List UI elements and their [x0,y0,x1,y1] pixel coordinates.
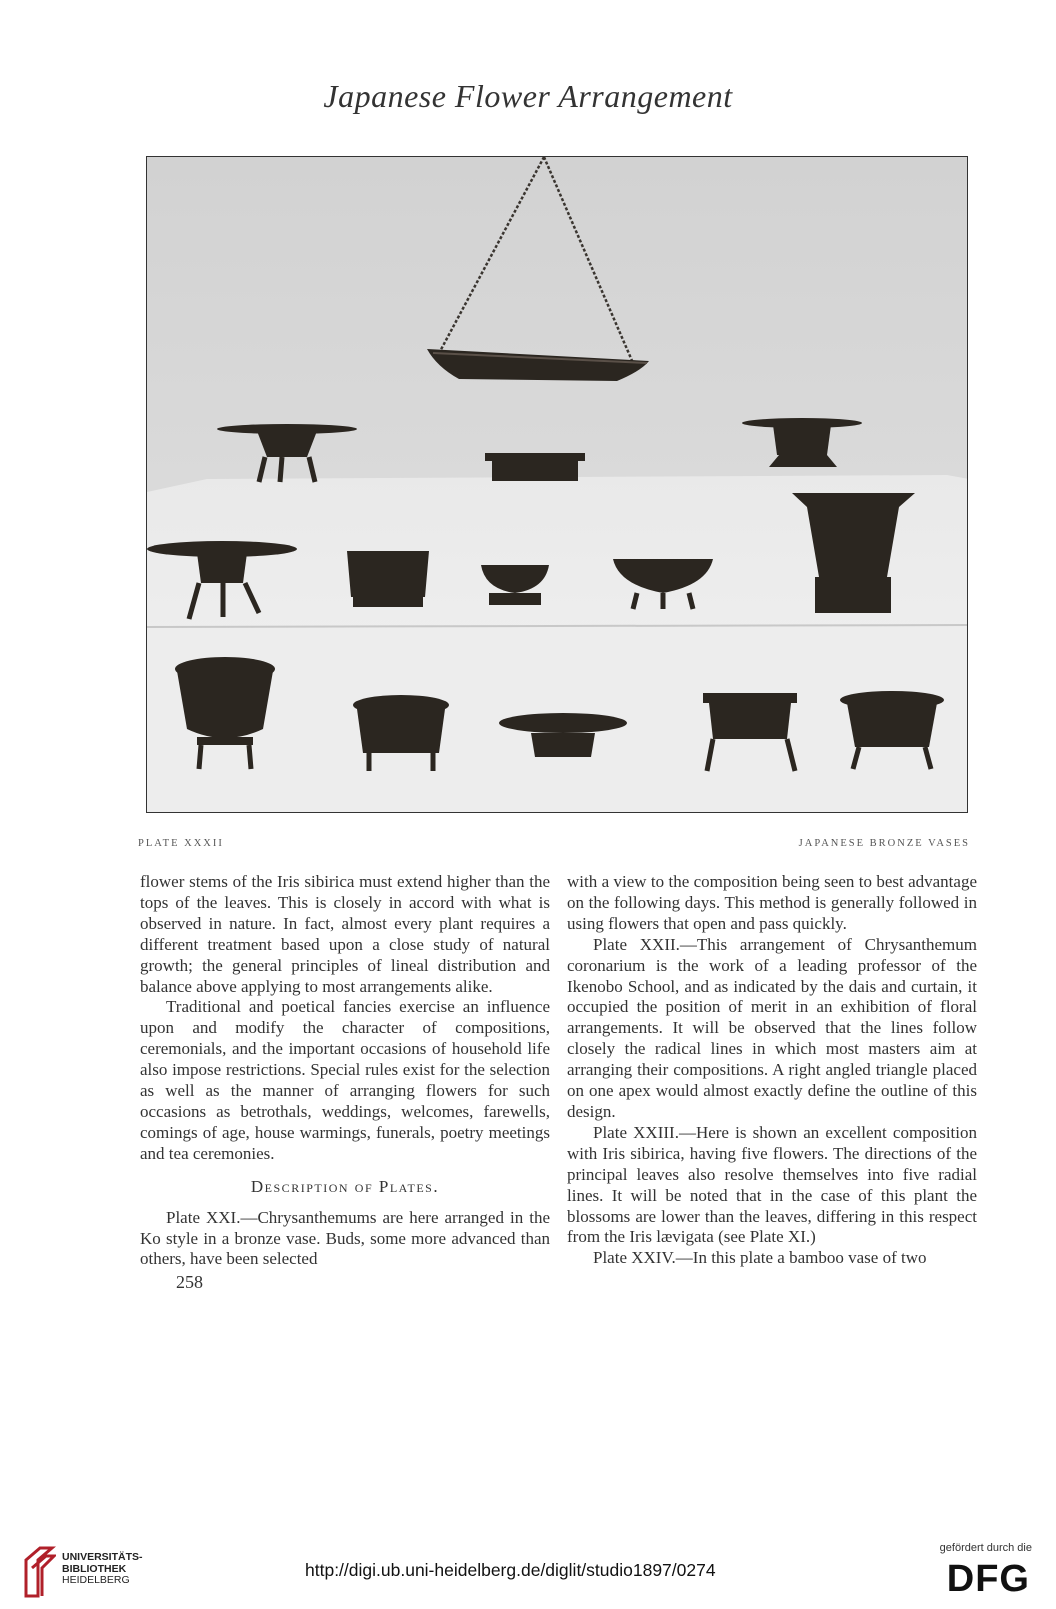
library-name: UNIVERSITÄTS- BIBLIOTHEK HEIDELBERG [62,1551,143,1586]
left-paragraph-2: Traditional and poetical fancies exercise an influence upon and modify the character of compositions, ceremonials, and the important occasions of household life also impose restrictions. Special rules exist for the selection as well as the manner of arranging flowers for such occasions as betrothals, weddings, welcomes, farewells, comings of age, house warmings, funerals, poetry meetings and tea ceremonies. [140,997,550,1163]
bronze-vases-photo [147,157,968,813]
right-paragraph-1: with a view to the composition being seen to best advantage on the following days. This method is generally followed in using flowers that open and pass quickly. [567,872,977,933]
left-paragraph-3: Plate XXI.—Chrysanthemums are here arranged in the Ko style in a bronze vase. Buds, some more advanced than others, have been selected [140,1207,550,1269]
left-paragraph-1: flower stems of the Iris sibirica must extend higher than the tops of the leaves. This is closely in accord with what is observed in nature. In fact, almost every plant requires a different treatment based upon a close study of natural growth; the general principles of lineal distribution and balance above applying to most arrangements alike. [140,872,550,996]
plate-photograph [146,156,968,813]
right-paragraph-2: Plate XXII.—This arrangement of Chrysanthemum coronarium is the work of a leading professor of the Ikenobo School, and as indicated by the dais and curtain, it occupied the position of merit in an exhibition of floral arrangements. It will be observed that the lines follow closely the radical lines in which most masters aim at arranging their compositions. A right angled triangle placed on one apex would almost exactly define the outline of this design. [567,934,977,1121]
library-logo-icon [22,1546,56,1598]
funded-by-label: gefördert durch die [939,1542,1032,1554]
right-paragraph-3: Plate XXIII.—Here is shown an excellent composition with Iris sibirica, having five flowers. The directions of the principal leaves also resolve themselves into five radial lines. It will be noted that in the case of this plant the blossoms are lower than the leaves, differing in this respect from the Iris lævigata (see Plate XI.) [567,1122,977,1247]
plate-title-caption: JAPANESE BRONZE VASES [798,838,970,849]
right-paragraph-4: Plate XXIV.—In this plate a bamboo vase of two [593,1248,927,1268]
plate-number-caption: PLATE XXXII [138,838,224,849]
right-column [567,872,977,1269]
page-number: 258 [176,1272,203,1293]
permalink-url[interactable]: http://digi.ub.uni-heidelberg.de/diglit/studio1897/0274 [305,1560,716,1580]
dfg-logo: DFG [946,1558,1030,1600]
left-column [140,872,550,1293]
running-header: Japanese Flower Arrangement [323,78,733,114]
digitization-footer [0,1544,1056,1609]
section-heading: Description of Plates. [250,1176,440,1196]
